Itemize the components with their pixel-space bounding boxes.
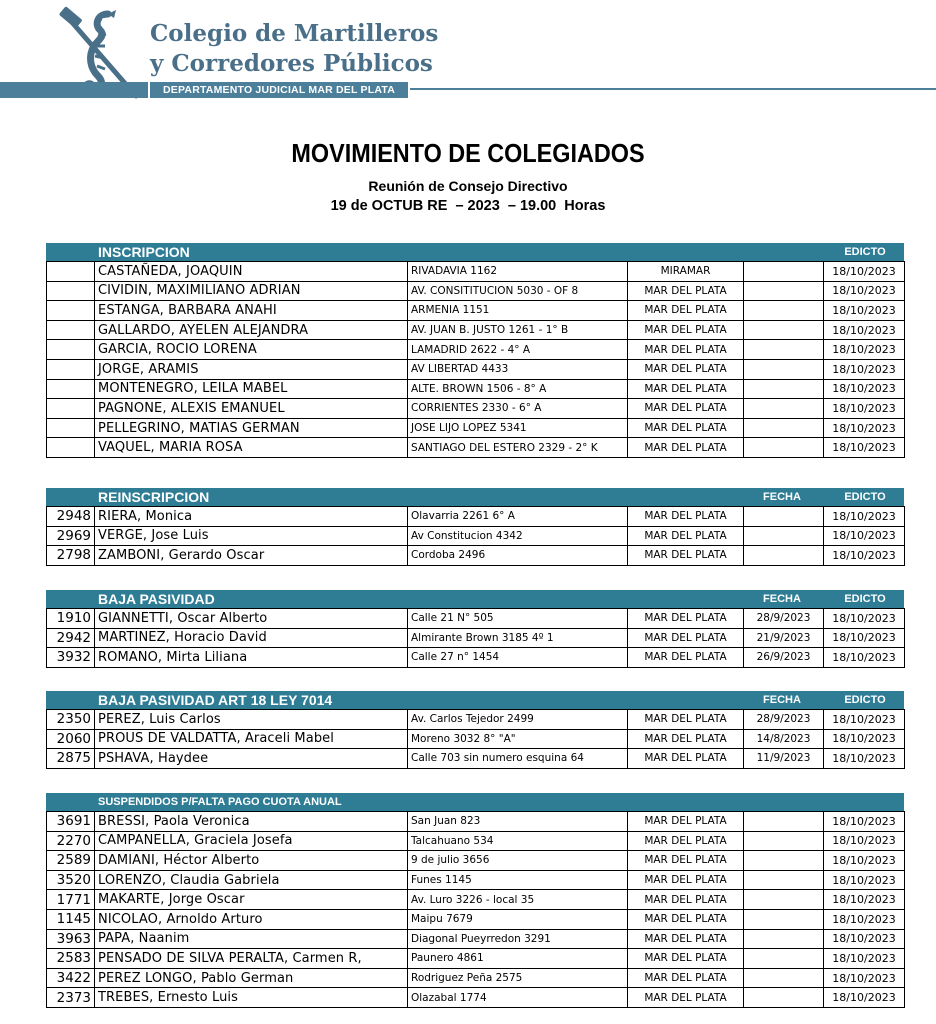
fecha-column-header: FECHA bbox=[763, 491, 801, 503]
member-address: Rodriguez Peña 2575 bbox=[408, 968, 628, 988]
member-name: GALLARDO, AYELEN ALEJANDRA bbox=[95, 320, 408, 340]
edicto-date: 18/10/2023 bbox=[824, 379, 905, 399]
member-name: GIANNETTI, Oscar Alberto bbox=[95, 609, 408, 629]
section-label: BAJA PASIVIDAD bbox=[98, 591, 215, 607]
edicto-date: 18/10/2023 bbox=[824, 831, 905, 851]
member-address: Maipu 7679 bbox=[408, 909, 628, 929]
member-address: ARMENIA 1151 bbox=[408, 301, 628, 321]
fecha-date bbox=[744, 909, 824, 929]
member-name: PELLEGRINO, MATIAS GERMAN bbox=[95, 418, 408, 438]
fecha-date bbox=[744, 379, 824, 399]
member-number: 2948 bbox=[47, 507, 95, 527]
edicto-date: 18/10/2023 bbox=[824, 949, 905, 969]
section-header bbox=[46, 793, 904, 811]
header-rule bbox=[410, 88, 936, 90]
edicto-date: 18/10/2023 bbox=[824, 870, 905, 890]
section-header bbox=[46, 691, 904, 709]
member-name: PENSADO DE SILVA PERALTA, Carmen R, bbox=[95, 949, 408, 969]
edicto-date: 18/10/2023 bbox=[824, 749, 905, 769]
member-city: MAR DEL PLATA bbox=[628, 831, 744, 851]
member-number: 2969 bbox=[47, 526, 95, 546]
table-row bbox=[47, 968, 905, 988]
member-address: Av. Luro 3226 - local 35 bbox=[408, 890, 628, 910]
table-row bbox=[47, 729, 905, 749]
meeting-date: 19 de OCTUB RE – 2023 – 19.00 Horas bbox=[330, 198, 606, 214]
member-address: JOSE LIJO LOPEZ 5341 bbox=[408, 418, 628, 438]
members-table bbox=[46, 506, 905, 566]
member-name: PEREZ LONGO, Pablo German bbox=[95, 968, 408, 988]
fecha-date bbox=[744, 340, 824, 360]
edicto-date: 18/10/2023 bbox=[824, 438, 905, 458]
org-name-line2: y Corredores Públicos bbox=[150, 50, 433, 77]
member-address: Calle 703 sin numero esquina 64 bbox=[408, 749, 628, 769]
fecha-date bbox=[744, 281, 824, 301]
section-baja-pasividad-art18 bbox=[46, 691, 904, 769]
member-city: MAR DEL PLATA bbox=[628, 729, 744, 749]
fecha-date bbox=[744, 949, 824, 969]
member-address: LAMADRID 2622 - 4° A bbox=[408, 340, 628, 360]
members-table bbox=[46, 811, 905, 1008]
fecha-column-header: FECHA bbox=[763, 694, 801, 706]
member-name: CIVIDIN, MAXIMILIANO ADRIAN bbox=[95, 281, 408, 301]
member-city: MAR DEL PLATA bbox=[628, 890, 744, 910]
member-address: Diagonal Pueyrredon 3291 bbox=[408, 929, 628, 949]
edicto-date: 18/10/2023 bbox=[824, 399, 905, 419]
edicto-column-header: EDICTO bbox=[844, 694, 886, 706]
fecha-date bbox=[744, 890, 824, 910]
fecha-date bbox=[744, 546, 824, 566]
org-name-line1: Colegio de Martilleros bbox=[150, 20, 439, 47]
fecha-date: 21/9/2023 bbox=[744, 628, 824, 648]
member-city: MAR DEL PLATA bbox=[628, 609, 744, 629]
member-address: Paunero 4861 bbox=[408, 949, 628, 969]
member-name: TREBES, Ernesto Luis bbox=[95, 988, 408, 1008]
member-city: MAR DEL PLATA bbox=[628, 648, 744, 668]
member-address: 9 de julio 3656 bbox=[408, 851, 628, 871]
member-name: PAGNONE, ALEXIS EMANUEL bbox=[95, 399, 408, 419]
edicto-column-header: EDICTO bbox=[844, 593, 886, 605]
member-number: 2583 bbox=[47, 949, 95, 969]
member-address: Cordoba 2496 bbox=[408, 546, 628, 566]
member-number: 3422 bbox=[47, 968, 95, 988]
member-name: VAQUEL, MARIA ROSA bbox=[95, 438, 408, 458]
fecha-date bbox=[744, 320, 824, 340]
table-row bbox=[47, 418, 905, 438]
fecha-date bbox=[744, 968, 824, 988]
fecha-date bbox=[744, 438, 824, 458]
member-number bbox=[47, 399, 95, 419]
member-number: 2060 bbox=[47, 729, 95, 749]
table-row bbox=[47, 379, 905, 399]
fecha-date bbox=[744, 831, 824, 851]
fecha-date bbox=[744, 262, 824, 282]
table-row bbox=[47, 710, 905, 730]
fecha-date bbox=[744, 359, 824, 379]
member-address: AV LIBERTAD 4433 bbox=[408, 359, 628, 379]
section-suspendidos bbox=[46, 793, 904, 1008]
member-city: MAR DEL PLATA bbox=[628, 749, 744, 769]
table-row bbox=[47, 340, 905, 360]
fecha-date bbox=[744, 526, 824, 546]
edicto-column-header: EDICTO bbox=[844, 246, 886, 258]
member-number bbox=[47, 418, 95, 438]
member-name: ZAMBONI, Gerardo Oscar bbox=[95, 546, 408, 566]
fecha-date: 28/9/2023 bbox=[744, 609, 824, 629]
edicto-date: 18/10/2023 bbox=[824, 526, 905, 546]
member-name: MARTINEZ, Horacio David bbox=[95, 628, 408, 648]
member-number: 2875 bbox=[47, 749, 95, 769]
member-number: 3963 bbox=[47, 929, 95, 949]
edicto-date: 18/10/2023 bbox=[824, 262, 905, 282]
edicto-date: 18/10/2023 bbox=[824, 909, 905, 929]
member-number bbox=[47, 438, 95, 458]
member-number: 2373 bbox=[47, 988, 95, 1008]
member-name: ROMANO, Mirta Liliana bbox=[95, 648, 408, 668]
table-row bbox=[47, 628, 905, 648]
member-address: Funes 1145 bbox=[408, 870, 628, 890]
member-number: 1910 bbox=[47, 609, 95, 629]
member-number: 2798 bbox=[47, 546, 95, 566]
member-city: MAR DEL PLATA bbox=[628, 399, 744, 419]
table-row bbox=[47, 648, 905, 668]
table-row bbox=[47, 909, 905, 929]
member-number bbox=[47, 340, 95, 360]
table-row bbox=[47, 301, 905, 321]
member-number: 3520 bbox=[47, 870, 95, 890]
member-city: MAR DEL PLATA bbox=[628, 507, 744, 527]
table-row bbox=[47, 281, 905, 301]
section-label: INSCRIPCION bbox=[98, 244, 190, 260]
member-address: ALTE. BROWN 1506 - 8° A bbox=[408, 379, 628, 399]
edicto-date: 18/10/2023 bbox=[824, 340, 905, 360]
table-row bbox=[47, 526, 905, 546]
edicto-date: 18/10/2023 bbox=[824, 418, 905, 438]
member-city: MAR DEL PLATA bbox=[628, 301, 744, 321]
member-address: Talcahuano 534 bbox=[408, 831, 628, 851]
edicto-column-header: EDICTO bbox=[844, 491, 886, 503]
member-address: RIVADAVIA 1162 bbox=[408, 262, 628, 282]
fecha-date bbox=[744, 399, 824, 419]
member-address: Av Constitucion 4342 bbox=[408, 526, 628, 546]
member-number: 1771 bbox=[47, 890, 95, 910]
edicto-date: 18/10/2023 bbox=[824, 281, 905, 301]
member-number bbox=[47, 320, 95, 340]
member-city: MAR DEL PLATA bbox=[628, 812, 744, 832]
fecha-date: 11/9/2023 bbox=[744, 749, 824, 769]
member-city: MAR DEL PLATA bbox=[628, 909, 744, 929]
member-address: AV. CONSITITUCION 5030 - OF 8 bbox=[408, 281, 628, 301]
fecha-date: 14/8/2023 bbox=[744, 729, 824, 749]
member-name: BRESSI, Paola Veronica bbox=[95, 812, 408, 832]
table-row bbox=[47, 870, 905, 890]
member-name: PROUS DE VALDATTA, Araceli Mabel bbox=[95, 729, 408, 749]
member-name: NICOLAO, Arnoldo Arturo bbox=[95, 909, 408, 929]
header-bar-left bbox=[0, 82, 148, 98]
member-name: GARCIA, ROCIO LORENA bbox=[95, 340, 408, 360]
fecha-date bbox=[744, 929, 824, 949]
page-subtitle: Reunión de Consejo Directivo bbox=[368, 178, 568, 194]
table-row bbox=[47, 262, 905, 282]
member-name: JORGE, ARAMIS bbox=[95, 359, 408, 379]
edicto-date: 18/10/2023 bbox=[824, 609, 905, 629]
members-table bbox=[46, 709, 905, 769]
member-address: Av. Carlos Tejedor 2499 bbox=[408, 710, 628, 730]
member-city: MAR DEL PLATA bbox=[628, 438, 744, 458]
member-number: 2589 bbox=[47, 851, 95, 871]
member-address: Olavarria 2261 6° A bbox=[408, 507, 628, 527]
table-row bbox=[47, 359, 905, 379]
section-header bbox=[46, 590, 904, 608]
member-address: AV. JUAN B. JUSTO 1261 - 1° B bbox=[408, 320, 628, 340]
member-number: 1145 bbox=[47, 909, 95, 929]
member-number: 3691 bbox=[47, 812, 95, 832]
table-row bbox=[47, 609, 905, 629]
fecha-date bbox=[744, 812, 824, 832]
edicto-date: 18/10/2023 bbox=[824, 890, 905, 910]
members-table bbox=[46, 608, 905, 668]
edicto-date: 18/10/2023 bbox=[824, 648, 905, 668]
member-city: MAR DEL PLATA bbox=[628, 710, 744, 730]
edicto-date: 18/10/2023 bbox=[824, 929, 905, 949]
fecha-date bbox=[744, 301, 824, 321]
member-name: PSHAVA, Haydee bbox=[95, 749, 408, 769]
table-row bbox=[47, 320, 905, 340]
member-city: MAR DEL PLATA bbox=[628, 340, 744, 360]
member-city: MAR DEL PLATA bbox=[628, 281, 744, 301]
table-row bbox=[47, 890, 905, 910]
member-name: LORENZO, Claudia Gabriela bbox=[95, 870, 408, 890]
member-city: MAR DEL PLATA bbox=[628, 988, 744, 1008]
fecha-column-header: FECHA bbox=[763, 593, 801, 605]
member-name: PAPA, Naanim bbox=[95, 929, 408, 949]
edicto-date: 18/10/2023 bbox=[824, 988, 905, 1008]
table-row bbox=[47, 831, 905, 851]
fecha-date: 26/9/2023 bbox=[744, 648, 824, 668]
member-city: MAR DEL PLATA bbox=[628, 949, 744, 969]
edicto-date: 18/10/2023 bbox=[824, 628, 905, 648]
section-inscripcion bbox=[46, 243, 904, 458]
member-city: MAR DEL PLATA bbox=[628, 929, 744, 949]
member-name: MONTENEGRO, LEILA MABEL bbox=[95, 379, 408, 399]
member-name: PEREZ, Luis Carlos bbox=[95, 710, 408, 730]
member-city: MAR DEL PLATA bbox=[628, 320, 744, 340]
member-number bbox=[47, 301, 95, 321]
page-title: MOVIMIENTO DE COLEGIADOS bbox=[291, 138, 645, 168]
edicto-date: 18/10/2023 bbox=[824, 851, 905, 871]
fecha-date bbox=[744, 418, 824, 438]
table-row bbox=[47, 399, 905, 419]
table-row bbox=[47, 507, 905, 527]
member-address: SANTIAGO DEL ESTERO 2329 - 2° K bbox=[408, 438, 628, 458]
fecha-date bbox=[744, 507, 824, 527]
document-header bbox=[0, 0, 936, 108]
member-address: Moreno 3032 8° "A" bbox=[408, 729, 628, 749]
edicto-date: 18/10/2023 bbox=[824, 812, 905, 832]
member-city: MAR DEL PLATA bbox=[628, 359, 744, 379]
edicto-date: 18/10/2023 bbox=[824, 359, 905, 379]
fecha-date: 28/9/2023 bbox=[744, 710, 824, 730]
fecha-date bbox=[744, 870, 824, 890]
section-label: SUSPENDIDOS P/FALTA PAGO CUOTA ANUAL bbox=[98, 796, 342, 808]
member-number: 2350 bbox=[47, 710, 95, 730]
edicto-date: 18/10/2023 bbox=[824, 320, 905, 340]
member-number bbox=[47, 281, 95, 301]
section-reinscripcion bbox=[46, 488, 904, 566]
edicto-date: 18/10/2023 bbox=[824, 301, 905, 321]
edicto-date: 18/10/2023 bbox=[824, 968, 905, 988]
member-city: MAR DEL PLATA bbox=[628, 851, 744, 871]
member-name: RIERA, Monica bbox=[95, 507, 408, 527]
member-number: 3932 bbox=[47, 648, 95, 668]
edicto-date: 18/10/2023 bbox=[824, 710, 905, 730]
member-city: MAR DEL PLATA bbox=[628, 968, 744, 988]
member-city: MAR DEL PLATA bbox=[628, 526, 744, 546]
table-row bbox=[47, 438, 905, 458]
edicto-date: 18/10/2023 bbox=[824, 729, 905, 749]
member-name: MAKARTE, Jorge Oscar bbox=[95, 890, 408, 910]
members-table bbox=[46, 261, 905, 458]
department-label: DEPARTAMENTO JUDICIAL MAR DEL PLATA bbox=[163, 84, 395, 96]
member-number bbox=[47, 262, 95, 282]
member-address: Calle 27 n° 1454 bbox=[408, 648, 628, 668]
member-city: MAR DEL PLATA bbox=[628, 418, 744, 438]
table-row bbox=[47, 749, 905, 769]
member-city: MAR DEL PLATA bbox=[628, 870, 744, 890]
table-row bbox=[47, 949, 905, 969]
member-number: 2942 bbox=[47, 628, 95, 648]
section-header bbox=[46, 488, 904, 506]
member-number bbox=[47, 379, 95, 399]
member-name: ESTANGA, BARBARA ANAHI bbox=[95, 301, 408, 321]
member-name: DAMIANI, Héctor Alberto bbox=[95, 851, 408, 871]
member-city: MAR DEL PLATA bbox=[628, 628, 744, 648]
member-name: CAMPANELLA, Graciela Josefa bbox=[95, 831, 408, 851]
edicto-date: 18/10/2023 bbox=[824, 507, 905, 527]
table-row bbox=[47, 988, 905, 1008]
member-city: MAR DEL PLATA bbox=[628, 546, 744, 566]
member-number: 2270 bbox=[47, 831, 95, 851]
member-name: CASTAÑEDA, JOAQUIN bbox=[95, 262, 408, 282]
section-baja-pasividad bbox=[46, 590, 904, 668]
edicto-date: 18/10/2023 bbox=[824, 546, 905, 566]
section-label: REINSCRIPCION bbox=[98, 489, 210, 505]
member-number bbox=[47, 359, 95, 379]
section-header bbox=[46, 243, 904, 261]
section-label: BAJA PASIVIDAD ART 18 LEY 7014 bbox=[98, 692, 333, 708]
table-row bbox=[47, 812, 905, 832]
member-name: VERGE, Jose Luis bbox=[95, 526, 408, 546]
member-city: MAR DEL PLATA bbox=[628, 379, 744, 399]
member-address: CORRIENTES 2330 - 6° A bbox=[408, 399, 628, 419]
table-row bbox=[47, 546, 905, 566]
member-address: Olazabal 1774 bbox=[408, 988, 628, 1008]
member-address: Almirante Brown 3185 4º 1 bbox=[408, 628, 628, 648]
table-row bbox=[47, 929, 905, 949]
member-address: San Juan 823 bbox=[408, 812, 628, 832]
table-row bbox=[47, 851, 905, 871]
member-city: MIRAMAR bbox=[628, 262, 744, 282]
fecha-date bbox=[744, 988, 824, 1008]
member-address: Calle 21 N° 505 bbox=[408, 609, 628, 629]
fecha-date bbox=[744, 851, 824, 871]
